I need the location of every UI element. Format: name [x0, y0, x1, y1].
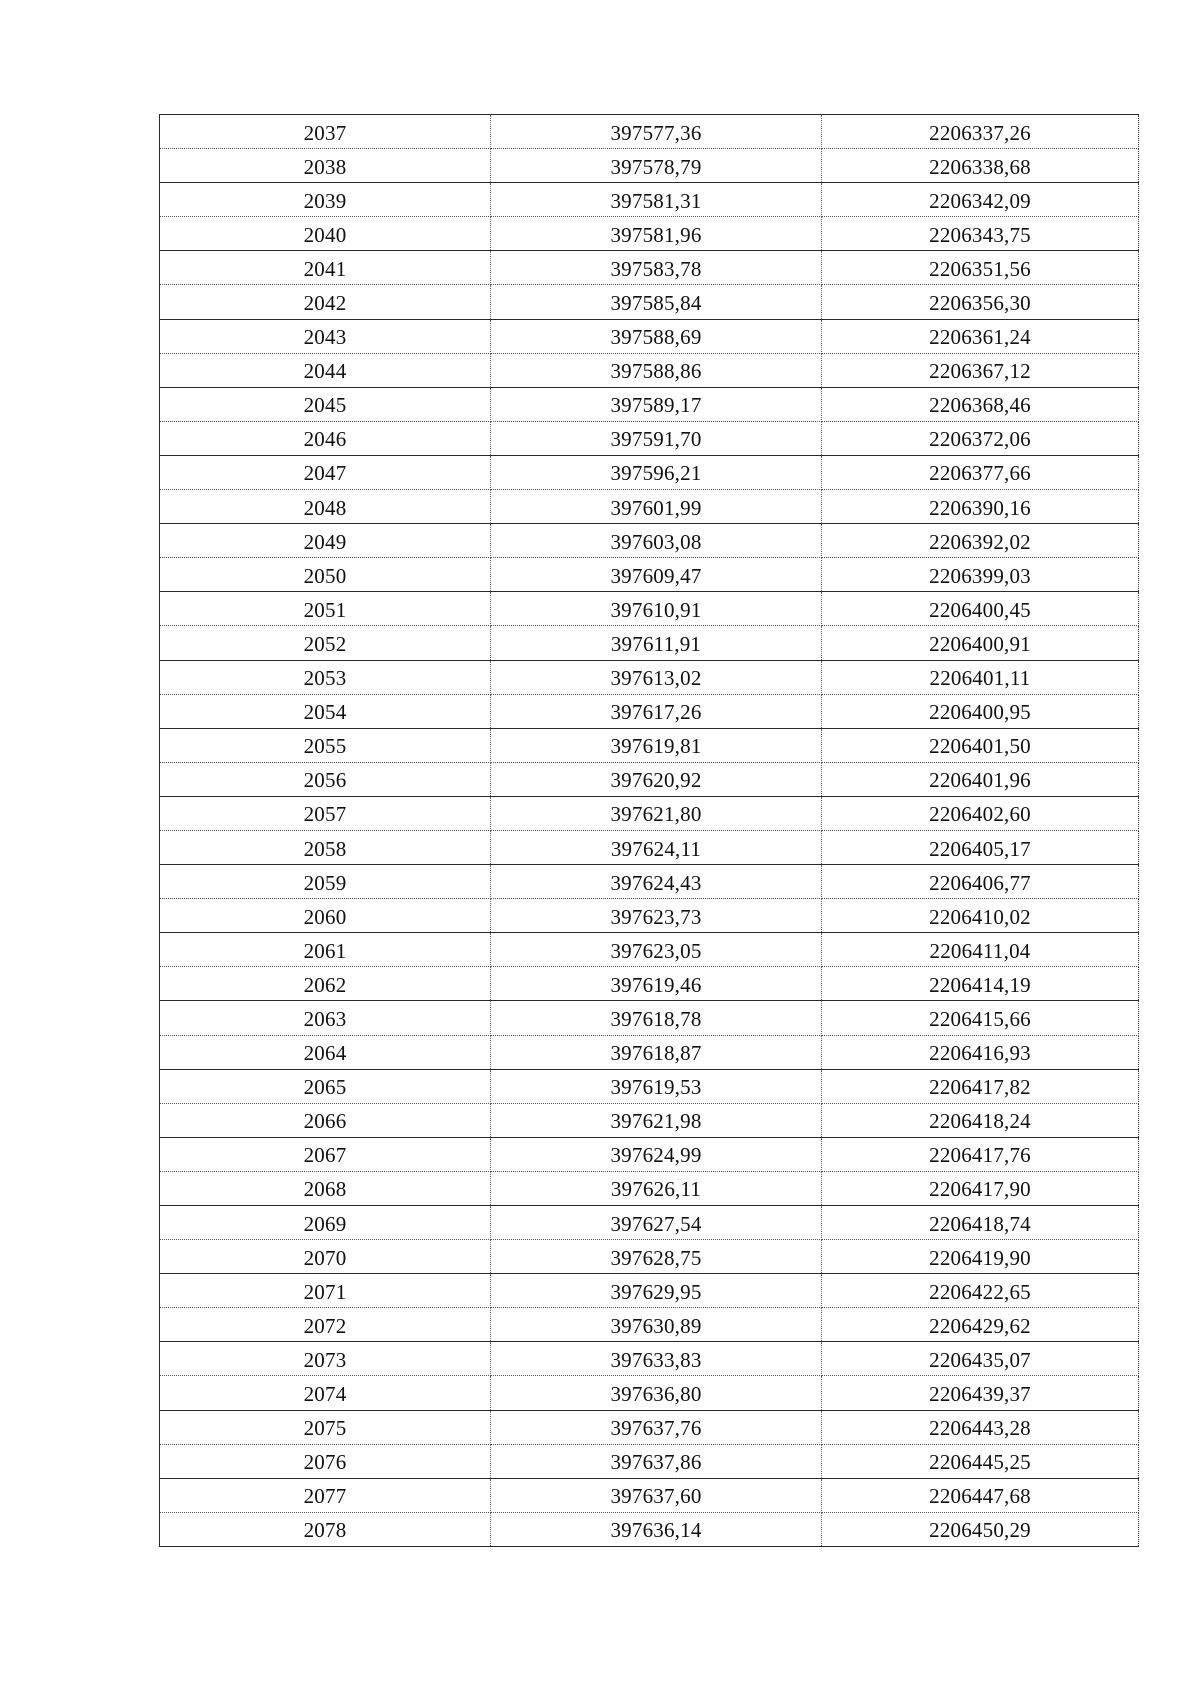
y-coordinate-cell	[822, 1274, 1139, 1308]
cell-value: 2078	[303, 1518, 347, 1543]
table-row	[160, 421, 1139, 455]
table-row	[160, 319, 1139, 353]
y-coordinate-cell	[822, 558, 1139, 592]
x-coordinate-cell	[491, 933, 822, 967]
point-number-cell	[160, 1444, 491, 1478]
cell-value: 397618,87	[610, 1041, 702, 1066]
y-coordinate-cell	[822, 1035, 1139, 1069]
table-row	[160, 490, 1139, 524]
table-row	[160, 558, 1139, 592]
cell-value: 397637,86	[610, 1450, 702, 1475]
y-coordinate-cell	[822, 1342, 1139, 1376]
x-coordinate-cell	[491, 1240, 822, 1274]
cell-value: 2206414,19	[929, 972, 1031, 997]
cell-value: 2050	[303, 563, 347, 588]
cell-value: 2206361,24	[929, 325, 1031, 350]
x-coordinate-cell	[491, 1171, 822, 1205]
x-coordinate-cell	[491, 1376, 822, 1410]
cell-value: 2053	[303, 666, 347, 691]
x-coordinate-cell	[491, 1512, 822, 1546]
x-coordinate-cell	[491, 728, 822, 762]
y-coordinate-cell	[822, 1240, 1139, 1274]
y-coordinate-cell	[822, 1103, 1139, 1137]
point-number-cell	[160, 421, 491, 455]
point-number-cell	[160, 387, 491, 421]
table-row	[160, 762, 1139, 796]
y-coordinate-cell	[822, 490, 1139, 524]
cell-value: 2206410,02	[929, 904, 1031, 929]
y-coordinate-cell	[822, 967, 1139, 1001]
cell-value: 2046	[303, 427, 347, 452]
cell-value: 397627,54	[610, 1211, 702, 1236]
cell-value: 2068	[303, 1177, 347, 1202]
cell-value: 397628,75	[610, 1245, 702, 1270]
y-coordinate-cell	[822, 524, 1139, 558]
y-coordinate-cell	[822, 592, 1139, 626]
point-number-cell	[160, 1206, 491, 1240]
cell-value: 2206390,16	[929, 495, 1031, 520]
cell-value: 397637,76	[610, 1416, 702, 1441]
point-number-cell	[160, 592, 491, 626]
cell-value: 2069	[303, 1211, 347, 1236]
x-coordinate-cell	[491, 1444, 822, 1478]
table-row	[160, 967, 1139, 1001]
y-coordinate-cell	[822, 149, 1139, 183]
cell-value: 397609,47	[610, 563, 702, 588]
cell-value: 397610,91	[610, 597, 702, 622]
x-coordinate-cell	[491, 455, 822, 489]
y-coordinate-cell	[822, 115, 1139, 149]
cell-value: 2206445,25	[929, 1450, 1031, 1475]
y-coordinate-cell	[822, 1444, 1139, 1478]
cell-value: 2051	[303, 597, 347, 622]
y-coordinate-cell	[822, 865, 1139, 899]
cell-value: 2041	[303, 256, 347, 281]
cell-value: 397619,81	[610, 734, 702, 759]
cell-value: 2206418,24	[929, 1109, 1031, 1134]
x-coordinate-cell	[491, 353, 822, 387]
cell-value: 2206416,93	[929, 1041, 1031, 1066]
cell-value: 397624,99	[610, 1143, 702, 1168]
cell-value: 2043	[303, 325, 347, 350]
table-row	[160, 387, 1139, 421]
y-coordinate-cell	[822, 1478, 1139, 1512]
y-coordinate-cell	[822, 694, 1139, 728]
cell-value: 397603,08	[610, 529, 702, 554]
cell-value: 2206443,28	[929, 1416, 1031, 1441]
x-coordinate-cell	[491, 660, 822, 694]
cell-value: 397623,73	[610, 904, 702, 929]
x-coordinate-cell	[491, 251, 822, 285]
cell-value: 397611,91	[610, 631, 702, 656]
point-number-cell	[160, 1001, 491, 1035]
table-row	[160, 1512, 1139, 1546]
x-coordinate-cell	[491, 865, 822, 899]
cell-value: 2061	[303, 938, 347, 963]
cell-value: 2206401,50	[929, 734, 1031, 759]
cell-value: 2075	[303, 1416, 347, 1441]
cell-value: 2206343,75	[929, 222, 1031, 247]
table-row	[160, 115, 1139, 149]
point-number-cell	[160, 251, 491, 285]
x-coordinate-cell	[491, 217, 822, 251]
cell-value: 2067	[303, 1143, 347, 1168]
cell-value: 2058	[303, 836, 347, 861]
point-number-cell	[160, 830, 491, 864]
point-number-cell	[160, 1171, 491, 1205]
cell-value: 2206405,17	[929, 836, 1031, 861]
point-number-cell	[160, 933, 491, 967]
cell-value: 397591,70	[610, 427, 702, 452]
cell-value: 2074	[303, 1382, 347, 1407]
x-coordinate-cell	[491, 558, 822, 592]
cell-value: 397601,99	[610, 495, 702, 520]
x-coordinate-cell	[491, 1274, 822, 1308]
cell-value: 397619,53	[610, 1075, 702, 1100]
x-coordinate-cell	[491, 285, 822, 319]
cell-value: 397583,78	[610, 256, 702, 281]
cell-value: 2206367,12	[929, 359, 1031, 384]
cell-value: 2055	[303, 734, 347, 759]
cell-value: 2037	[303, 120, 347, 145]
x-coordinate-cell	[491, 967, 822, 1001]
y-coordinate-cell	[822, 762, 1139, 796]
x-coordinate-cell	[491, 1478, 822, 1512]
x-coordinate-cell	[491, 421, 822, 455]
point-number-cell	[160, 1137, 491, 1171]
cell-value: 2206401,11	[929, 666, 1031, 691]
cell-value: 397596,21	[610, 461, 702, 486]
cell-value: 397630,89	[610, 1313, 702, 1338]
y-coordinate-cell	[822, 353, 1139, 387]
cell-value: 397617,26	[610, 700, 702, 725]
cell-value: 2066	[303, 1109, 347, 1134]
x-coordinate-cell	[491, 830, 822, 864]
cell-value: 2206377,66	[929, 461, 1031, 486]
table-row	[160, 217, 1139, 251]
point-number-cell	[160, 1308, 491, 1342]
x-coordinate-cell	[491, 626, 822, 660]
cell-value: 2206351,56	[929, 256, 1031, 281]
cell-value: 2206399,03	[929, 563, 1031, 588]
cell-value: 2206419,90	[929, 1245, 1031, 1270]
cell-value: 397577,36	[610, 120, 702, 145]
cell-value: 2206447,68	[929, 1484, 1031, 1509]
x-coordinate-cell	[491, 524, 822, 558]
cell-value: 2206392,02	[929, 529, 1031, 554]
cell-value: 2057	[303, 802, 347, 827]
point-number-cell	[160, 865, 491, 899]
y-coordinate-cell	[822, 319, 1139, 353]
y-coordinate-cell	[822, 660, 1139, 694]
point-number-cell	[160, 660, 491, 694]
cell-value: 2206368,46	[929, 393, 1031, 418]
cell-value: 2206338,68	[929, 154, 1031, 179]
point-number-cell	[160, 1274, 491, 1308]
x-coordinate-cell	[491, 149, 822, 183]
table-row	[160, 183, 1139, 217]
y-coordinate-cell	[822, 421, 1139, 455]
table-row	[160, 796, 1139, 830]
cell-value: 2040	[303, 222, 347, 247]
cell-value: 2038	[303, 154, 347, 179]
table-row	[160, 1103, 1139, 1137]
cell-value: 397619,46	[610, 972, 702, 997]
table-row	[160, 1274, 1139, 1308]
table-row	[160, 660, 1139, 694]
cell-value: 2062	[303, 972, 347, 997]
cell-value: 2064	[303, 1041, 347, 1066]
cell-value: 2206372,06	[929, 427, 1031, 452]
y-coordinate-cell	[822, 830, 1139, 864]
cell-value: 397621,80	[610, 802, 702, 827]
cell-value: 2206435,07	[929, 1347, 1031, 1372]
point-number-cell	[160, 353, 491, 387]
y-coordinate-cell	[822, 387, 1139, 421]
y-coordinate-cell	[822, 1001, 1139, 1035]
table-row	[160, 285, 1139, 319]
point-number-cell	[160, 626, 491, 660]
cell-value: 2206418,74	[929, 1211, 1031, 1236]
cell-value: 2063	[303, 1006, 347, 1031]
cell-value: 397581,31	[610, 188, 702, 213]
table-row	[160, 455, 1139, 489]
cell-value: 397633,83	[610, 1347, 702, 1372]
table-row	[160, 899, 1139, 933]
table-row	[160, 626, 1139, 660]
cell-value: 397589,17	[610, 393, 702, 418]
cell-value: 397578,79	[610, 154, 702, 179]
cell-value: 2076	[303, 1450, 347, 1475]
cell-value: 397637,60	[610, 1484, 702, 1509]
table-row	[160, 1206, 1139, 1240]
point-number-cell	[160, 796, 491, 830]
y-coordinate-cell	[822, 899, 1139, 933]
cell-value: 397629,95	[610, 1279, 702, 1304]
cell-value: 2206411,04	[929, 938, 1031, 963]
cell-value: 2206400,91	[929, 631, 1031, 656]
point-number-cell	[160, 1069, 491, 1103]
point-number-cell	[160, 1478, 491, 1512]
table-row	[160, 1137, 1139, 1171]
coordinates-table	[159, 114, 1139, 1547]
cell-value: 2206417,82	[929, 1075, 1031, 1100]
cell-value: 2056	[303, 768, 347, 793]
x-coordinate-cell	[491, 762, 822, 796]
point-number-cell	[160, 524, 491, 558]
point-number-cell	[160, 285, 491, 319]
cell-value: 2206402,60	[929, 802, 1031, 827]
cell-value: 2206342,09	[929, 188, 1031, 213]
cell-value: 2052	[303, 631, 347, 656]
cell-value: 2206417,90	[929, 1177, 1031, 1202]
x-coordinate-cell	[491, 1206, 822, 1240]
cell-value: 2206415,66	[929, 1006, 1031, 1031]
x-coordinate-cell	[491, 1308, 822, 1342]
cell-value: 2206422,65	[929, 1279, 1031, 1304]
table-row	[160, 694, 1139, 728]
point-number-cell	[160, 1410, 491, 1444]
cell-value: 2073	[303, 1347, 347, 1372]
cell-value: 2206337,26	[929, 120, 1031, 145]
point-number-cell	[160, 1240, 491, 1274]
y-coordinate-cell	[822, 251, 1139, 285]
cell-value: 2070	[303, 1245, 347, 1270]
table-row	[160, 728, 1139, 762]
cell-value: 2047	[303, 461, 347, 486]
x-coordinate-cell	[491, 694, 822, 728]
point-number-cell	[160, 183, 491, 217]
cell-value: 2206401,96	[929, 768, 1031, 793]
cell-value: 397636,14	[610, 1518, 702, 1543]
cell-value: 2206400,45	[929, 597, 1031, 622]
y-coordinate-cell	[822, 796, 1139, 830]
table-row	[160, 1308, 1139, 1342]
cell-value: 2206400,95	[929, 700, 1031, 725]
y-coordinate-cell	[822, 728, 1139, 762]
point-number-cell	[160, 899, 491, 933]
y-coordinate-cell	[822, 626, 1139, 660]
y-coordinate-cell	[822, 455, 1139, 489]
cell-value: 2060	[303, 904, 347, 929]
table-row	[160, 1376, 1139, 1410]
x-coordinate-cell	[491, 115, 822, 149]
point-number-cell	[160, 1035, 491, 1069]
table-row	[160, 1410, 1139, 1444]
cell-value: 2045	[303, 393, 347, 418]
table-row	[160, 524, 1139, 558]
x-coordinate-cell	[491, 1137, 822, 1171]
y-coordinate-cell	[822, 217, 1139, 251]
y-coordinate-cell	[822, 1206, 1139, 1240]
cell-value: 2065	[303, 1075, 347, 1100]
cell-value: 397588,69	[610, 325, 702, 350]
cell-value: 2206356,30	[929, 291, 1031, 316]
y-coordinate-cell	[822, 285, 1139, 319]
x-coordinate-cell	[491, 899, 822, 933]
point-number-cell	[160, 490, 491, 524]
y-coordinate-cell	[822, 1137, 1139, 1171]
cell-value: 397620,92	[610, 768, 702, 793]
cell-value: 397613,02	[610, 666, 702, 691]
cell-value: 2072	[303, 1313, 347, 1338]
cell-value: 2206406,77	[929, 870, 1031, 895]
x-coordinate-cell	[491, 490, 822, 524]
cell-value: 397624,43	[610, 870, 702, 895]
table-row	[160, 251, 1139, 285]
point-number-cell	[160, 1376, 491, 1410]
y-coordinate-cell	[822, 1308, 1139, 1342]
table-row	[160, 865, 1139, 899]
x-coordinate-cell	[491, 1342, 822, 1376]
x-coordinate-cell	[491, 387, 822, 421]
table-row	[160, 1035, 1139, 1069]
cell-value: 397626,11	[610, 1177, 702, 1202]
y-coordinate-cell	[822, 1376, 1139, 1410]
cell-value: 397624,11	[610, 836, 702, 861]
y-coordinate-cell	[822, 183, 1139, 217]
x-coordinate-cell	[491, 1035, 822, 1069]
cell-value: 2042	[303, 291, 347, 316]
x-coordinate-cell	[491, 796, 822, 830]
cell-value: 2077	[303, 1484, 347, 1509]
cell-value: 397636,80	[610, 1382, 702, 1407]
x-coordinate-cell	[491, 1410, 822, 1444]
table-row	[160, 353, 1139, 387]
cell-value: 2054	[303, 700, 347, 725]
table-row	[160, 1001, 1139, 1035]
cell-value: 2206439,37	[929, 1382, 1031, 1407]
table-row	[160, 1444, 1139, 1478]
cell-value: 2071	[303, 1279, 347, 1304]
x-coordinate-cell	[491, 1069, 822, 1103]
y-coordinate-cell	[822, 933, 1139, 967]
y-coordinate-cell	[822, 1069, 1139, 1103]
point-number-cell	[160, 115, 491, 149]
point-number-cell	[160, 967, 491, 1001]
cell-value: 2048	[303, 495, 347, 520]
cell-value: 397623,05	[610, 938, 702, 963]
x-coordinate-cell	[491, 183, 822, 217]
point-number-cell	[160, 319, 491, 353]
y-coordinate-cell	[822, 1410, 1139, 1444]
table-row	[160, 592, 1139, 626]
table-row	[160, 1478, 1139, 1512]
cell-value: 2049	[303, 529, 347, 554]
point-number-cell	[160, 217, 491, 251]
cell-value: 397585,84	[610, 291, 702, 316]
table-row	[160, 1171, 1139, 1205]
table-row	[160, 1342, 1139, 1376]
point-number-cell	[160, 558, 491, 592]
cell-value: 2206417,76	[929, 1143, 1031, 1168]
cell-value: 2206429,62	[929, 1313, 1031, 1338]
table-row	[160, 1069, 1139, 1103]
cell-value: 397621,98	[610, 1109, 702, 1134]
cell-value: 2059	[303, 870, 347, 895]
x-coordinate-cell	[491, 592, 822, 626]
cell-value: 2044	[303, 359, 347, 384]
x-coordinate-cell	[491, 1001, 822, 1035]
y-coordinate-cell	[822, 1171, 1139, 1205]
point-number-cell	[160, 762, 491, 796]
cell-value: 2039	[303, 188, 347, 213]
point-number-cell	[160, 149, 491, 183]
point-number-cell	[160, 728, 491, 762]
table-row	[160, 149, 1139, 183]
cell-value: 397618,78	[610, 1006, 702, 1031]
point-number-cell	[160, 694, 491, 728]
point-number-cell	[160, 455, 491, 489]
x-coordinate-cell	[491, 1103, 822, 1137]
table-row	[160, 933, 1139, 967]
y-coordinate-cell	[822, 1512, 1139, 1546]
coordinates-table-body	[160, 115, 1139, 1547]
x-coordinate-cell	[491, 319, 822, 353]
point-number-cell	[160, 1342, 491, 1376]
table-row	[160, 830, 1139, 864]
cell-value: 397588,86	[610, 359, 702, 384]
cell-value: 397581,96	[610, 222, 702, 247]
table-row	[160, 1240, 1139, 1274]
cell-value: 2206450,29	[929, 1518, 1031, 1543]
point-number-cell	[160, 1512, 491, 1546]
point-number-cell	[160, 1103, 491, 1137]
